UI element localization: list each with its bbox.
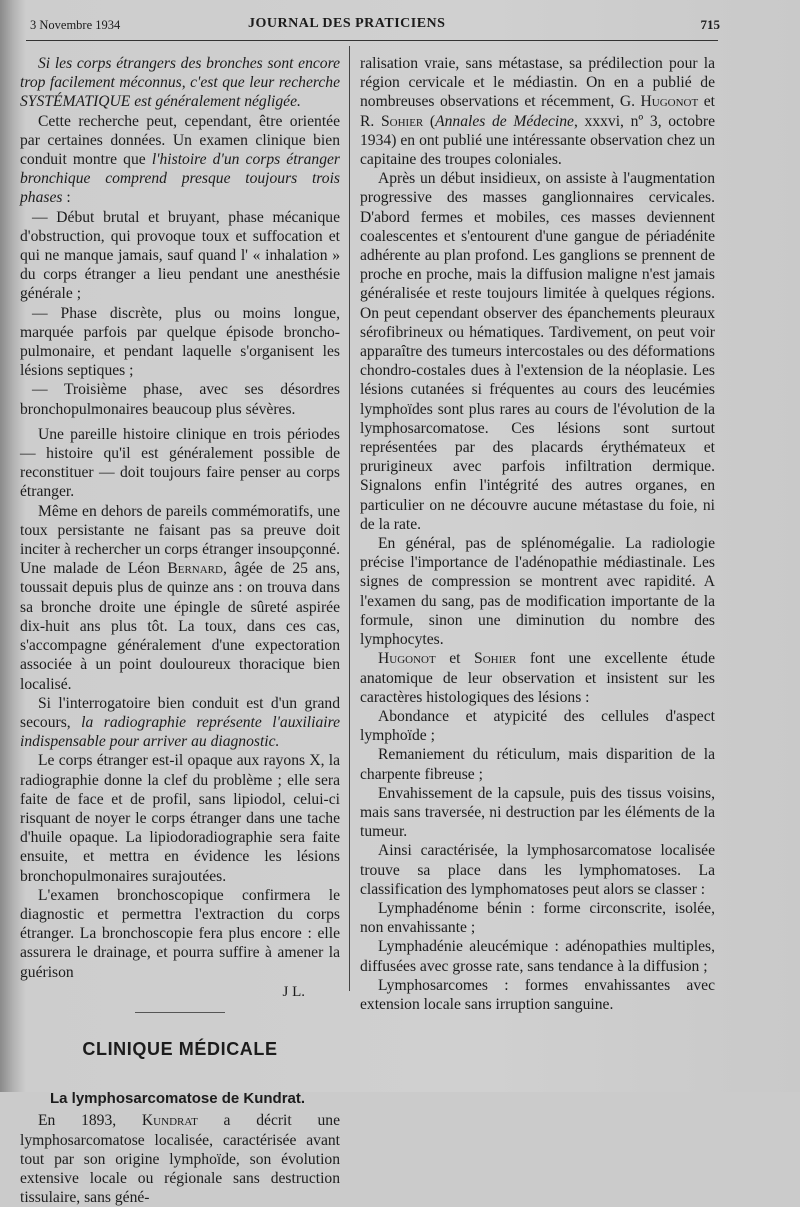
paragraph: Hugonot et Sohier font une excellente étude anatomique de leur observation et insistent sur les caractères histologiques des lésions : (360, 650, 715, 706)
paragraph: Une pareille histoire clinique en trois périodes — histoire qu'il est généralement possible de reconstituer — doit toujours faire penser au corps étranger. (20, 425, 340, 501)
page-number: 715 (700, 17, 720, 32)
paragraph: Lymphosarcomes : formes envahissantes avec extension locale sans irruption sanguine. (360, 976, 715, 1013)
section-divider (135, 1012, 225, 1013)
paragraph: — Troisième phase, avec ses désordres bronchopulmonaires beaucoup plus sévères. (20, 381, 340, 418)
paragraph: Lymphadénome bénin : forme circonscrite, isolée, non envahissante ; (360, 899, 715, 937)
paragraph: En 1893, Kundrat a décrit une lymphosarcomatose localisée, caractérisée avant tout par son origine lymphoïde, son évolution extensive locale ou régionale sans destruction tissulaire, sans géné- (20, 1112, 340, 1207)
paragraph: — Début brutal et bruyant, phase mécanique d'obstruction, qui provoque toux et suffocation et qui ne manque jamais, sauf quand l' « inhalation » du corps étranger a lieu pendant une anesthésie générale ; (20, 208, 340, 303)
paragraph: L'examen bronchoscopique confirmera le diagnostic et permettra l'extraction du corps étranger. La bronchoscopie fera plus encore : elle assurera le drainage, et pourra suffire à amener la guérison (20, 886, 340, 981)
paragraph: Lymphadénie aleucémique : adénopathies multiples, diffusées avec grosse rate, sans tendance à la diffusion ; (360, 938, 715, 975)
paragraph: Cette recherche peut, cependant, être orientée par certaines données. Un examen clinique bien conduit montre que l'histoire d'un corps étranger bronchique comprend presque toujours trois phases : (20, 112, 341, 207)
page-header (30, 16, 720, 38)
paragraph: Si l'interrogatoire bien conduit est d'un grand secours, la radiographie représente l'auxiliaire indispensable pour arriver au diagnostic. (20, 694, 340, 751)
paragraph: Même en dehors de pareils commémoratifs, une toux persistante ne faisant pas sa preuve doit inciter à rechercher un corps étranger insoupçonné. Une malade de Léon Bernard, âgée de 25 ans, toussait depuis plus de quinze ans : on trouva dans sa bronche droite une épingle de sûreté aspirée dix-huit ans plus tôt. La toux, dans ces cas, s'accompagne généralement d'une expectoration associée à un point douloureux thoracique bien localisé. (20, 502, 340, 693)
paragraph: — Phase discrète, plus ou moins longue, marquée parfois par quelque épisode broncho-pulmonaire, et pendant laquelle s'organisent les lésions septiques ; (20, 304, 340, 380)
column-divider (349, 46, 350, 991)
journal-title: JOURNAL DES PRATICIENS (248, 16, 446, 31)
paragraph: Si les corps étrangers des bronches sont encore trop facilement méconnus, c'est que leur recherche SYSTÉMATIQUE est généralement négligée. (20, 55, 340, 111)
paragraph: Ainsi caractérisée, la lymphosarcomatose localisée trouve sa place dans les lymphomatoses. La classification des lymphomatoses peut alors se classer : (360, 842, 715, 898)
paragraph: ralisation vraie, sans métastase, sa prédilection pour la région cervicale et le médiastin. On en a publié de nombreuses observations et récemment, G. Hugonot et R. Sohier (Annales de Médecine, xxxvi, nº 3, octobre 1934) en ont publié une intéressante observation chez un capitaine des troupes coloniales. (360, 55, 716, 169)
paragraph: Le corps étranger est-il opaque aux rayons X, la radiographie donne la clef du problème ; elle sera faite de face et de profil, sans lipiodol, celui-ci risquant de noyer le corps étranger dans une tache d'huile opaque. La lipiodoradiographie sera faite ensuite, et mettra en évidence les lésions bronchopulmonaires surajoutées. (20, 752, 340, 885)
right-column (360, 54, 715, 1014)
paragraph: Après un début insidieux, on assiste à l'augmentation progressive des masses ganglionnaires cervicales. D'abord fermes et mobiles, ces masses deviennent coalescentes et s'entourent d'une gangue de périadénite adhérente au plan profond. Les ganglions se prennent de proche en proche, mais la diffusion maligne n'est jamais généralisée et reste toujours limitée à quelques régions. On peut cependant observer des épanchements pleuraux sérofibrineux ou hématiques. Tardivement, on peut voir apparaître des tumeurs intercostales ou des déformations chondro-costales dues à l'extension de la néoplasie. Les lésions cutanées si fréquentes au cours des leucémies lymphoïdes sont plus rares au cours de l'évolution de la lymphosarcomatose. Ces lésions sont surtout représentées par des placards érythémateux et prurigineux avec parfois infiltration dermique. Signalons enfin l'intégrité des autres organes, en particulier on ne découvre aucune métastase du foie, ni de la rate. (360, 170, 715, 533)
paragraph: Remaniement du réticulum, mais disparition de la charpente fibreuse ; (360, 746, 715, 783)
paragraph: Abondance et atypicité des cellules d'aspect lymphoïde ; (360, 707, 715, 745)
left-column (20, 54, 340, 1207)
article-title: La lymphosarcomatose de Kundrat. (50, 1090, 306, 1108)
paragraph: Envahissement de la capsule, puis des tissus voisins, mais sans traversée, ni destruction par les éléments de la tumeur. (360, 784, 715, 841)
issue-date: 3 Novembre 1934 (30, 18, 121, 32)
author-signature: J L. (282, 983, 305, 1000)
header-rule (26, 40, 718, 41)
section-heading: CLINIQUE MÉDICALE (82, 1038, 278, 1059)
paragraph: En général, pas de splénomégalie. La radiologie précise l'importance de l'adénopathie médiastinale. Les signes de compression se montrent avec rapidité. A l'examen du sang, pas de modification importante de la formule, sinon une diminution du nombre des lymphocytes. (360, 535, 715, 649)
